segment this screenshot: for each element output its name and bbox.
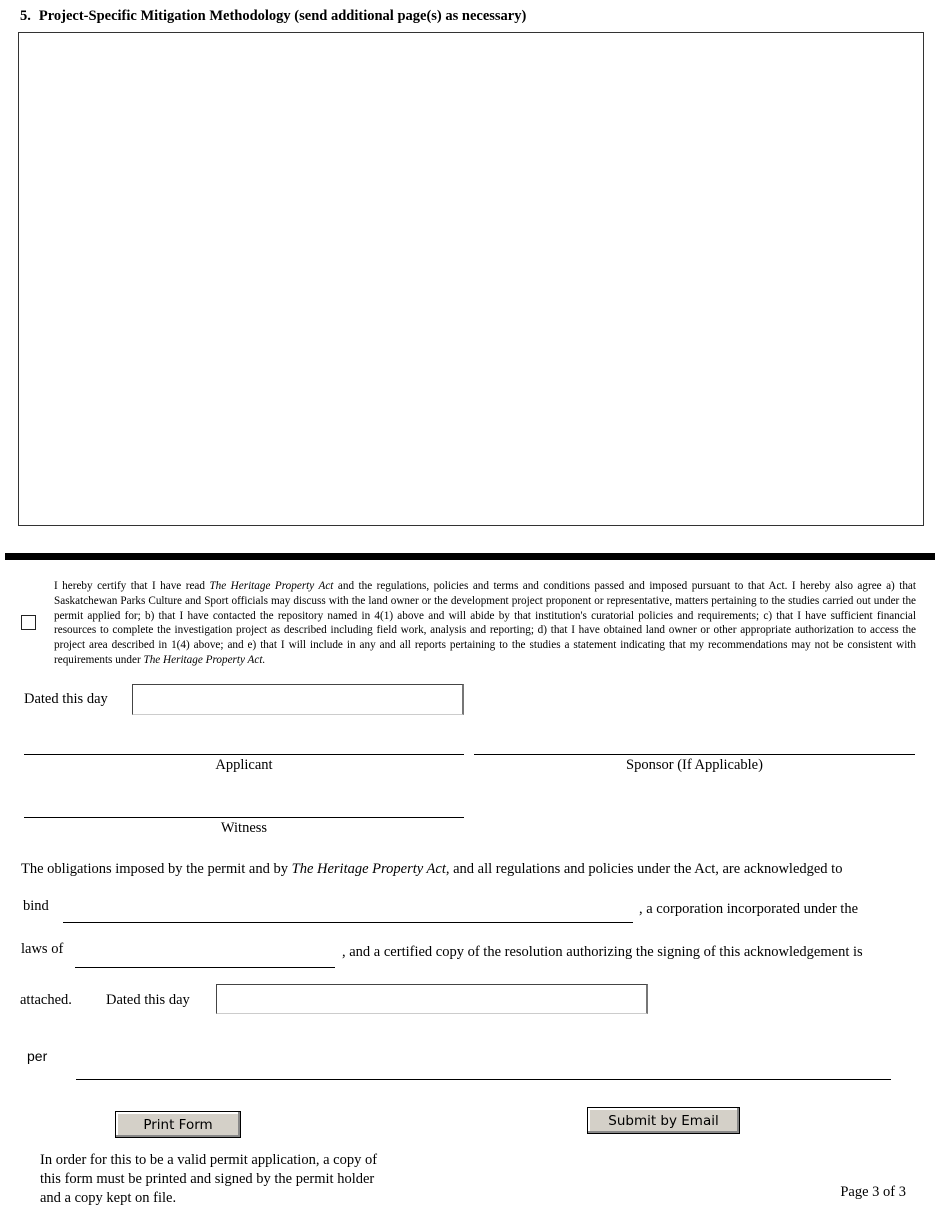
certify-checkbox[interactable] xyxy=(21,615,36,630)
dated-label: Dated this day xyxy=(24,691,108,707)
bind-label: bind xyxy=(23,898,49,914)
corporation-text: , a corporation incorporated under the xyxy=(639,901,859,917)
applicant-label: Applicant xyxy=(215,757,273,773)
obligations-line1-part2: , and all regulations and policies under the Act, are acknowledged to xyxy=(445,861,843,877)
applicant-signature-line[interactable] xyxy=(24,754,464,755)
obligations-dated-input[interactable] xyxy=(216,984,648,1014)
certification-act-name-end: The Heritage Property Act. xyxy=(143,653,266,666)
sponsor-signature-line[interactable] xyxy=(474,754,915,755)
resolution-text: , and a certified copy of the resolution authorizing the signing of this acknowledgement is xyxy=(342,944,863,960)
per-label: per xyxy=(27,1048,48,1064)
witness-signature-line[interactable] xyxy=(24,817,464,818)
certification-text xyxy=(54,579,916,668)
witness-label: Witness xyxy=(220,820,268,836)
attached-label: attached. xyxy=(20,992,72,1008)
laws-of-line[interactable] xyxy=(75,967,335,968)
per-signature-line[interactable] xyxy=(76,1079,891,1080)
dated-day-input[interactable] xyxy=(132,684,464,715)
certification-text-part2: and the regulations, policies and terms and conditions passed and imposed pursuant to that Act. I hereby also agree a) that Saskatchewan Parks Culture and Sport officials may discuss with the land owner or the development project proponent or representative, matters pertaining to the studies carried out under the permit applied for; b) that I have contacted the repository named in 4(1) above and will abide by that institution's curatorial policies and requirements; c) that I have sufficient financial resources to complete the investigation project as described including field work, analysis and reporting; d) that I have obtained land owner or other appropriate authorization to access the project area described in 1(4) above; and e) that I will include in any and all reports pertaining to the studies a statement indicating that my recommendations may not be consistent with requirements under xyxy=(54,580,917,666)
section-title-text: Project-Specific Mitigation Methodology (send additional page(s) as necessary) xyxy=(38,8,527,24)
laws-of-label: laws of xyxy=(21,941,64,957)
corporation-name-line[interactable] xyxy=(63,922,633,923)
obligations-line1-part1: The obligations imposed by the permit and by xyxy=(21,861,292,877)
section-number: 5. xyxy=(20,8,31,24)
section-5-title xyxy=(20,8,526,25)
obligations-dated-label: Dated this day xyxy=(106,992,190,1008)
page-number: Page 3 of 3 xyxy=(840,1184,906,1200)
obligations-act-name: The Heritage Property Act xyxy=(291,861,446,877)
section-divider xyxy=(5,553,935,560)
sponsor-label: Sponsor (If Applicable) xyxy=(626,757,763,773)
submit-by-email-button[interactable]: Submit by Email xyxy=(587,1107,740,1134)
certification-act-name: The Heritage Property Act xyxy=(209,580,334,592)
footer-note: In order for this to be a valid permit application, a copy of this form must be printed and signed by the permit holder and a copy kept on file. xyxy=(40,1152,378,1206)
certification-text-part1: I hereby certify that I have read xyxy=(54,580,210,592)
print-form-button[interactable]: Print Form xyxy=(115,1111,241,1138)
obligations-line1 xyxy=(21,861,842,878)
methodology-textarea[interactable] xyxy=(18,32,924,526)
